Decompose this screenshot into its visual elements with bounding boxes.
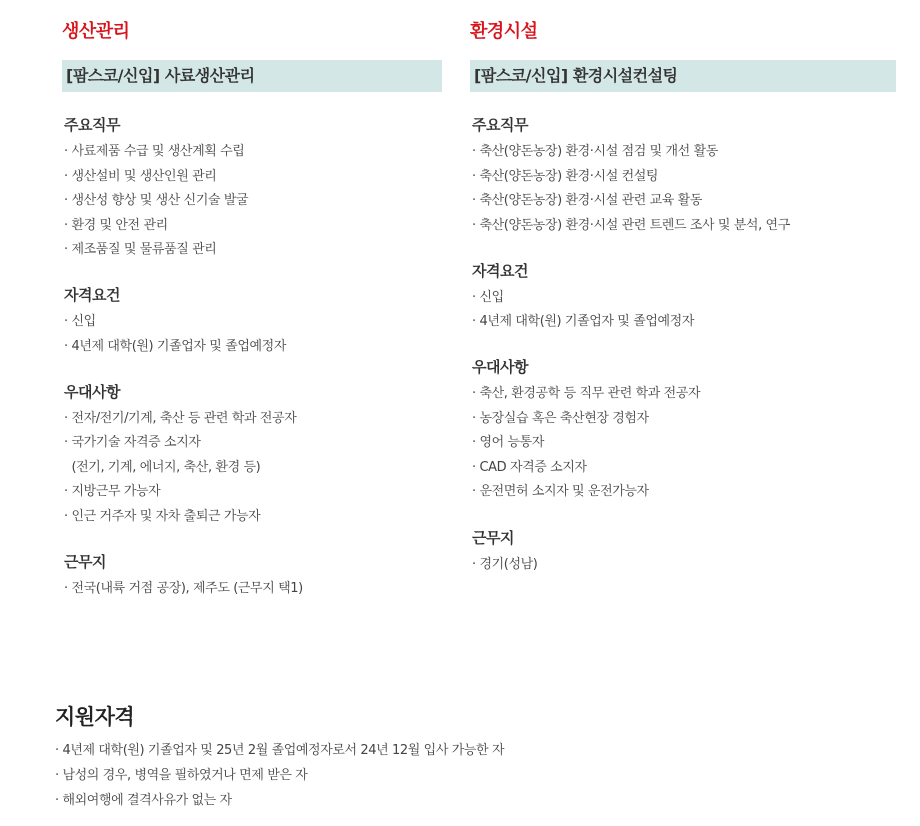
section-list xyxy=(472,382,896,505)
list-item: · 생산설비 및 생산인원 관리 xyxy=(64,168,217,184)
section-heading: 자격요건 xyxy=(472,261,528,280)
list-item: · 축산(양돈농장) 환경·시설 관련 트렌드 조사 및 분석, 연구 xyxy=(472,217,790,233)
list-item: (전기, 기계, 에너지, 축산, 환경 등) xyxy=(64,459,261,475)
list-item: · 전자/전기/기계, 축산 등 관련 학과 전공자 xyxy=(64,410,297,426)
job-section xyxy=(64,280,442,359)
list-item: · 국가기술 자격증 소지자 xyxy=(64,435,201,451)
job-section xyxy=(64,110,442,263)
job-section xyxy=(472,110,896,238)
list-item: · 4년제 대학(원) 기졸업자 및 졸업예정자 xyxy=(64,338,286,354)
section-list xyxy=(472,140,896,238)
job-section xyxy=(64,547,442,602)
section-list xyxy=(472,553,896,578)
list-item: · 축산, 환경공학 등 직무 관련 학과 전공자 xyxy=(472,386,701,402)
job-category-title: 생산관리 xyxy=(62,21,130,42)
job-sections xyxy=(472,110,896,595)
section-list xyxy=(64,407,442,530)
job-position-bar: [팜스코/신입] 환경시설컨설팅 xyxy=(470,60,896,92)
list-item: · 지방근무 가능자 xyxy=(64,484,161,500)
qualification-section xyxy=(55,700,895,813)
list-item: · 환경 및 안전 관리 xyxy=(64,217,168,233)
job-sections xyxy=(64,110,442,619)
section-heading: 우대사항 xyxy=(64,382,120,401)
job-section xyxy=(64,377,442,530)
list-item: · 농장실습 혹은 축산현장 경험자 xyxy=(472,410,649,426)
list-item: · 생산성 향상 및 생산 신기술 발굴 xyxy=(64,193,249,208)
list-item: · 전국(내륙 거점 공장), 제주도 (근무지 택1) xyxy=(64,581,303,597)
list-item: · 신입 xyxy=(64,314,96,330)
section-list xyxy=(64,140,442,263)
section-heading: 근무지 xyxy=(64,553,106,572)
list-item: · 4년제 대학(원) 기졸업자 및 졸업예정자 xyxy=(472,314,694,330)
section-list xyxy=(472,286,896,335)
section-heading: 자격요건 xyxy=(64,286,120,305)
list-item: · 인근 거주자 및 자차 출퇴근 가능자 xyxy=(64,508,261,524)
job-section xyxy=(472,256,896,335)
section-heading: 주요직무 xyxy=(64,116,120,134)
section-list xyxy=(64,310,442,359)
job-section xyxy=(472,523,896,578)
section-heading: 주요직무 xyxy=(472,116,528,134)
list-item: · 제조품질 및 물류품질 관리 xyxy=(64,242,217,257)
list-item: · 영어 능통자 xyxy=(472,435,544,451)
job-position-bar: [팜스코/신입] 사료생산관리 xyxy=(62,60,442,92)
job-category-title: 환경시설 xyxy=(470,21,538,42)
list-item: · CAD 자격증 소지자 xyxy=(472,459,587,475)
list-item: · 4년제 대학(원) 기졸업자 및 25년 2월 졸업예정자로서 24년 12월 입사 가능한 자 xyxy=(55,743,505,758)
section-heading: 근무지 xyxy=(472,528,514,547)
qualification-list xyxy=(55,738,895,813)
qualification-heading: 지원자격 xyxy=(55,705,135,729)
job-section xyxy=(472,352,896,505)
list-item: · 축산(양돈농장) 환경·시설 컨설팅 xyxy=(472,168,659,184)
list-item: · 신입 xyxy=(472,289,504,305)
list-item: · 축산(양돈농장) 환경·시설 점검 및 개선 활동 xyxy=(472,144,718,159)
list-item: · 사료제품 수급 및 생산계획 수립 xyxy=(64,144,245,159)
list-item: · 경기(성남) xyxy=(472,556,538,572)
list-item: · 해외여행에 결격사유가 없는 자 xyxy=(55,793,232,808)
list-item: · 남성의 경우, 병역을 필하였거나 면제 받은 자 xyxy=(55,768,308,783)
section-heading: 우대사항 xyxy=(472,358,528,377)
section-list xyxy=(64,577,442,602)
list-item: · 축산(양돈농장) 환경·시설 관련 교육 활동 xyxy=(472,193,702,208)
list-item: · 운전면허 소지자 및 운전가능자 xyxy=(472,484,649,500)
